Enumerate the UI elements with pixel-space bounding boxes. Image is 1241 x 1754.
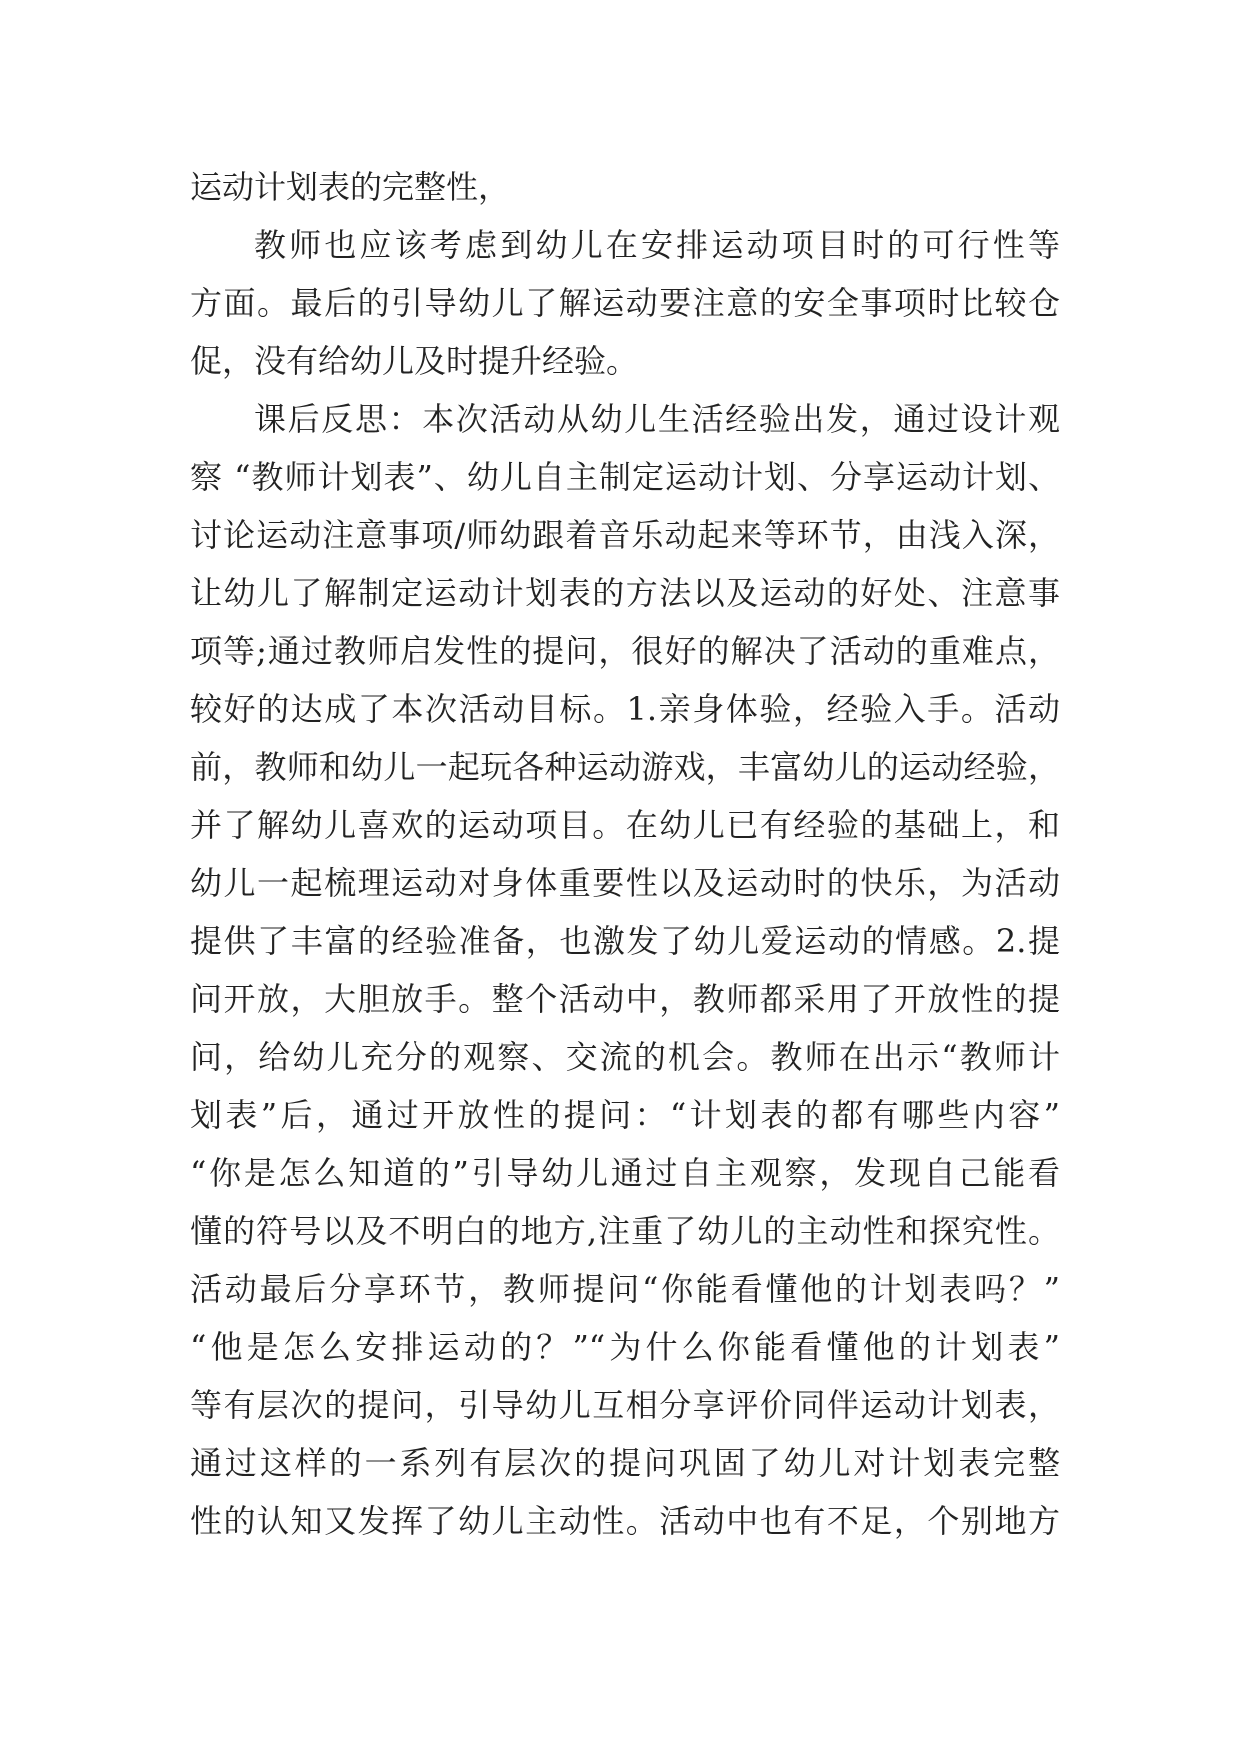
text-line: 幼儿一起梳理运动对身体重要性以及运动时的快乐，为活动 (190, 864, 1060, 902)
text-line: 懂的符号以及不明白的地方,注重了幼儿的主动性和探究性。 (190, 1212, 1060, 1250)
text-line: 问开放，大胆放手。整个活动中，教师都采用了开放性的提 (190, 980, 1060, 1018)
text-line: 通过这样的一系列有层次的提问巩固了幼儿对计划表完整 (190, 1444, 1060, 1482)
text-line: 让幼儿了解制定运动计划表的方法以及运动的好处、注意事 (190, 574, 1060, 612)
text-line: “你是怎么知道的”引导幼儿通过自主观察，发现自己能看 (190, 1154, 1060, 1192)
text-line: 并了解幼儿喜欢的运动项目。在幼儿已有经验的基础上，和 (190, 806, 1060, 844)
text-line: 项等;通过教师启发性的提问，很好的解决了活动的重难点， (190, 632, 1060, 670)
text-line: 较好的达成了本次活动目标。1.亲身体验，经验入手。活动 (190, 690, 1060, 728)
text-line: 划表”后，通过开放性的提问：“计划表的都有哪些内容” (190, 1096, 1060, 1134)
text-line: 方面。最后的引导幼儿了解运动要注意的安全事项时比较仓 (190, 284, 1060, 322)
text-line: 问，给幼儿充分的观察、交流的机会。教师在出示“教师计 (190, 1038, 1060, 1076)
text-line: 运动计划表的完整性， (190, 168, 511, 206)
paragraph-first-line: 教师也应该考虑到幼儿在安排运动项目时的可行性等 (254, 226, 1060, 264)
text-line: 前，教师和幼儿一起玩各种运动游戏，丰富幼儿的运动经验， (190, 748, 1060, 786)
body-text (190, 158, 1060, 1550)
text-line: 促，没有给幼儿及时提升经验。 (190, 342, 639, 380)
paragraph-first-line: 课后反思：本次活动从幼儿生活经验出发，通过设计观 (254, 400, 1060, 438)
text-line: 等有层次的提问，引导幼儿互相分享评价同伴运动计划表， (190, 1386, 1060, 1424)
text-line: 讨论运动注意事项/师幼跟着音乐动起来等环节，由浅入深， (190, 516, 1060, 554)
text-line: 提供了丰富的经验准备，也激发了幼儿爱运动的情感。2.提 (190, 922, 1060, 960)
text-line: 察 “教师计划表”、幼儿自主制定运动计划、分享运动计划、 (190, 458, 1060, 496)
text-line: 活动最后分享环节，教师提问“你能看懂他的计划表吗？” (190, 1270, 1060, 1308)
text-line: 性的认知又发挥了幼儿主动性。活动中也有不足，个别地方 (190, 1502, 1060, 1540)
text-line: “他是怎么安排运动的？”“为什么你能看懂他的计划表” (190, 1328, 1060, 1366)
